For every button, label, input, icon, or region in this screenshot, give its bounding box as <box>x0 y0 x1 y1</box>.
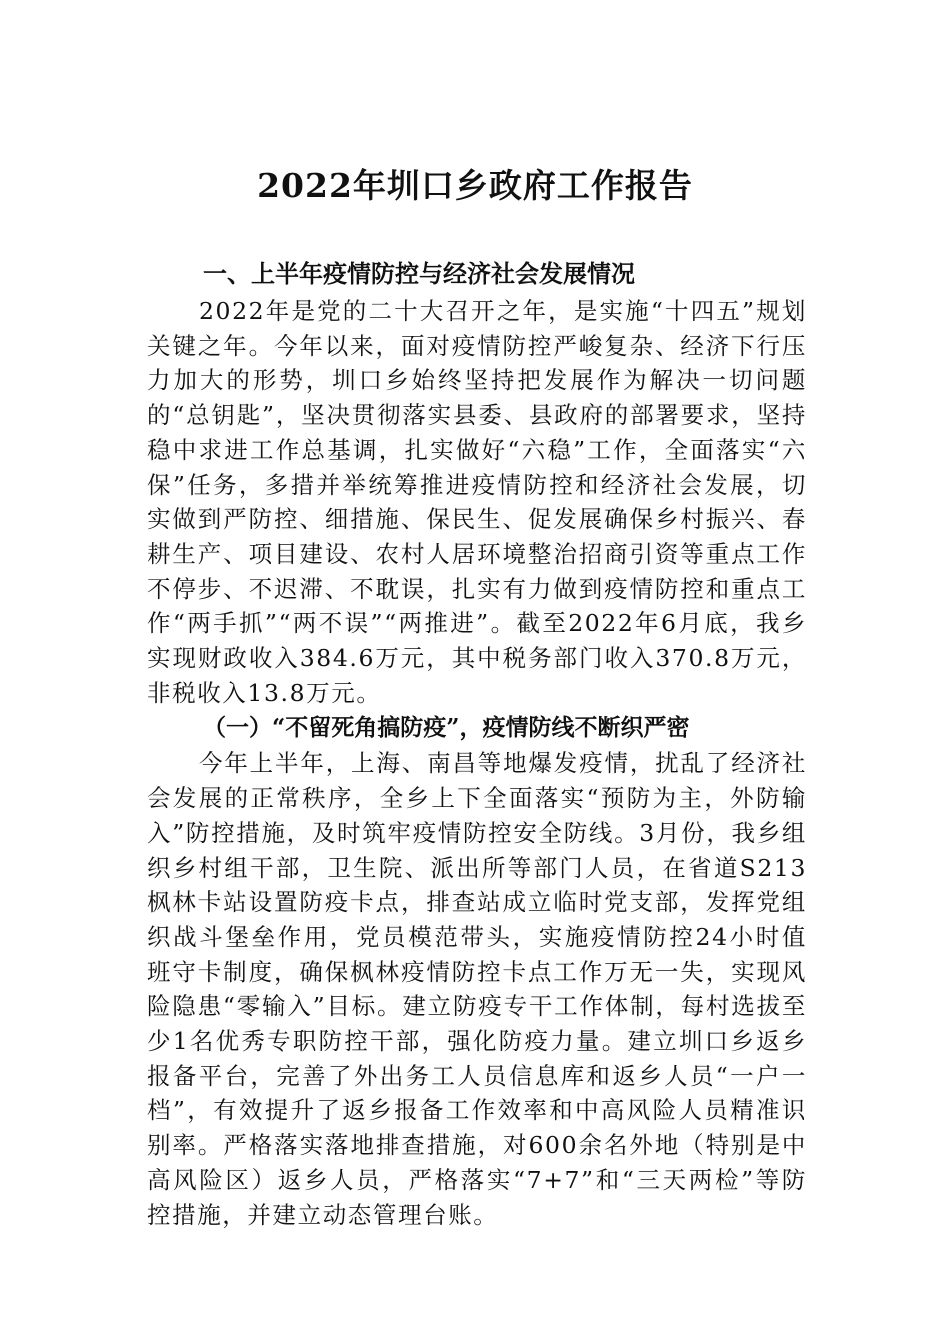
document-title: 2022年圳口乡政府工作报告 <box>257 166 693 205</box>
document-body <box>147 256 807 1232</box>
paragraph-epidemic-control: 今年上半年，上海、南昌等地爆发疫情，扰乱了经济社会发展的正常秩序，全乡上下全面落实“预防为主，外防输入”防控措施，及时筑牢疫情防控安全防线。3月份，我乡组织乡村组干部，卫生院、派出所等部门人员，在省道S213枫林卡站设置防疫卡点，排查站成立临时党支部，发挥党组织战斗堡垒作用，党员模范带头，实施疫情防控24小时值班守卡制度，确保枫林疫情防控卡点工作万无一失，实现风险隐患“零输入”目标。建立防疫专干工作体制，每村选拔至少1名优秀专职防控干部，强化防疫力量。建立圳口乡返乡报备平台，完善了外出务工人员信息库和返乡人员“一户一档”，有效提升了返乡报备工作效率和中高风险人员精准识别率。严格落实落地排查措施，对600余名外地（特别是中高风险区）返乡人员，严格落实“7+7”和“三天两检”等防控措施，并建立动态管理台账。 <box>147 749 807 1229</box>
section-heading: 一、上半年疫情防控与经济社会发展情况 <box>203 260 635 288</box>
subsection-heading: （一）“不留死角搞防疫”，疫情防线不断织严密 <box>203 714 690 742</box>
paragraph-overview: 2022年是党的二十大召开之年，是实施“十四五”规划关键之年。今年以来，面对疫情防控严峻复杂、经济下行压力加大的形势，圳口乡始终坚持把发展作为解决一切问题的“总钥匙”，坚决贯彻落实县委、县政府的部署要求，坚持稳中求进工作总基调，扎实做好“六稳”工作，全面落实“六保”任务，多措并举统筹推进疫情防控和经济社会发展，切实做到严防控、细措施、保民生、促发展确保乡村振兴、春耕生产、项目建设、农村人居环境整治招商引资等重点工作不停步、不迟滞、不耽误，扎实有力做到疫情防控和重点工作“两手抓”“两不误”“两推进”。截至2022年6月底，我乡实现财政收入384.6万元，其中税务部门收入370.8万元，非税收入13.8万元。 <box>147 297 807 707</box>
